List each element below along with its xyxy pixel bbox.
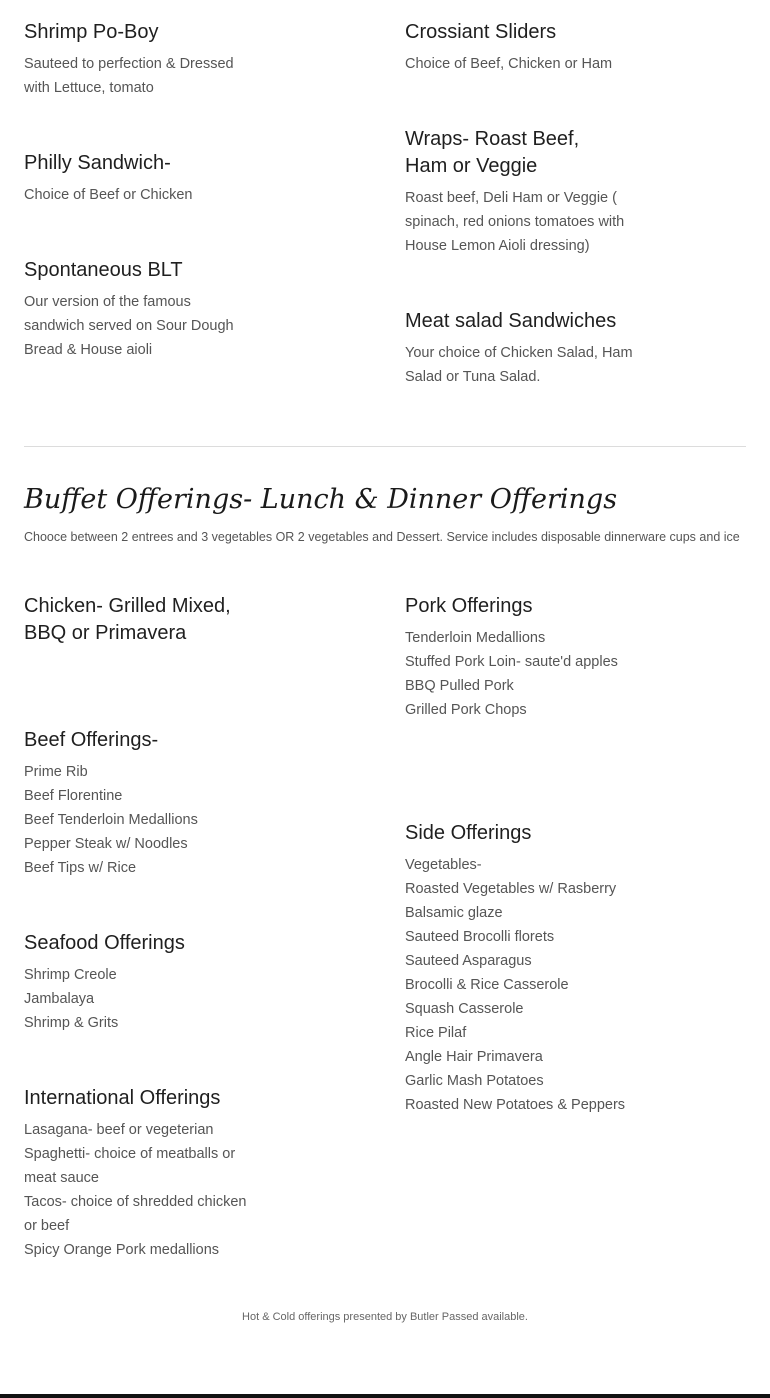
menu-item-philly-sandwich <box>24 150 192 207</box>
description-line: Sauteed Asparagus <box>405 953 532 969</box>
description-line: BBQ Pulled Pork <box>405 678 514 694</box>
description-line: Rice Pilaf <box>405 1025 467 1041</box>
description-line: Shrimp Creole <box>24 967 117 983</box>
description-line: Angle Hair Primavera <box>405 1049 543 1065</box>
menu-item-pork-offerings <box>405 593 618 722</box>
menu-item-seafood-offerings <box>24 930 185 1035</box>
description-line: Roasted Vegetables w/ Rasberry <box>405 881 617 897</box>
description-line: or beef <box>24 1218 70 1234</box>
item-description <box>405 853 625 1117</box>
item-title: Wraps- Roast Beef, Ham or Veggie <box>405 128 580 177</box>
description-line: Our version of the famous <box>24 294 191 310</box>
item-description <box>24 1118 246 1262</box>
description-line: Garlic Mash Potatoes <box>405 1073 544 1089</box>
description-line: Tacos- choice of shredded chicken <box>24 1194 247 1210</box>
item-title: Beef Offerings- <box>24 729 159 751</box>
item-title: Side Offerings <box>405 822 532 844</box>
menu-item-side-offerings <box>405 820 625 1117</box>
item-description <box>405 52 612 76</box>
item-description <box>24 52 234 100</box>
menu-item-chicken <box>24 593 231 647</box>
menu-item-shrimp-po-boy <box>24 19 234 100</box>
description-line: Lasagana- beef or vegeterian <box>24 1122 214 1138</box>
item-title: Spontaneous BLT <box>24 259 183 281</box>
description-line: Balsamic glaze <box>405 905 503 921</box>
item-title: Meat salad Sandwiches <box>405 310 617 332</box>
description-line: House Lemon Aioli dressing) <box>405 238 590 254</box>
item-description <box>405 186 624 258</box>
description-line: spinach, red onions tomatoes with <box>405 214 625 230</box>
description-line: Your choice of Chicken Salad, Ham <box>405 345 633 361</box>
description-line: Stuffed Pork Loin- saute'd apples <box>405 654 618 670</box>
item-title: Chicken- Grilled Mixed, BBQ or Primavera <box>24 595 231 644</box>
item-description <box>24 760 198 880</box>
description-line: Squash Casserole <box>405 1001 524 1017</box>
menu-item-spontaneous-blt <box>24 257 234 362</box>
description-line: Choice of Beef or Chicken <box>24 187 193 203</box>
item-description <box>24 963 185 1035</box>
item-description <box>405 341 633 389</box>
description-line: Salad or Tuna Salad. <box>405 369 541 385</box>
description-line: Spicy Orange Pork medallions <box>24 1242 220 1258</box>
item-description <box>24 183 192 207</box>
description-line: Shrimp & Grits <box>24 1015 119 1031</box>
menu-item-beef-offerings <box>24 727 198 880</box>
item-title: International Offerings <box>24 1087 221 1109</box>
item-description <box>405 626 618 722</box>
footer-note: Hot & Cold offerings presented by Butler Passed available. <box>242 1311 528 1323</box>
item-title: Philly Sandwich- <box>24 152 171 174</box>
description-line: Vegetables- <box>405 857 482 873</box>
menu-item-international-offerings <box>24 1085 246 1262</box>
description-line: Jambalaya <box>24 991 95 1007</box>
description-line: Roasted New Potatoes & Peppers <box>405 1097 626 1113</box>
description-line: Brocolli & Rice Casserole <box>405 977 569 993</box>
item-title: Pork Offerings <box>405 595 533 617</box>
item-description <box>24 290 234 362</box>
description-line: Grilled Pork Chops <box>405 702 527 718</box>
item-title: Shrimp Po-Boy <box>24 21 159 43</box>
description-line: Bread & House aioli <box>24 342 153 358</box>
item-title: Crossiant Sliders <box>405 21 557 43</box>
description-line: Beef Florentine <box>24 788 123 804</box>
description-line: Sauteed to perfection & Dressed <box>24 56 234 72</box>
description-line: meat sauce <box>24 1170 99 1186</box>
description-line: with Lettuce, tomato <box>24 80 154 96</box>
menu-item-wraps <box>405 126 624 258</box>
menu-item-crossiant-sliders <box>405 19 612 76</box>
bottom-border <box>0 1394 770 1398</box>
description-line: Roast beef, Deli Ham or Veggie ( <box>405 190 617 206</box>
description-line: sandwich served on Sour Dough <box>24 318 234 334</box>
menu-item-meat-salad-sandwiches <box>405 308 633 389</box>
description-line: Prime Rib <box>24 764 88 780</box>
item-title: Seafood Offerings <box>24 932 185 954</box>
description-line: Tenderloin Medallions <box>405 630 546 646</box>
buffet-heading: Buffet Offerings- Lunch & Dinner Offerings <box>24 484 618 515</box>
section-divider <box>24 446 746 447</box>
description-line: Choice of Beef, Chicken or Ham <box>405 56 613 72</box>
description-line: Pepper Steak w/ Noodles <box>24 836 188 852</box>
description-line: Sauteed Brocolli florets <box>405 929 555 945</box>
description-line: Beef Tenderloin Medallions <box>24 812 198 828</box>
buffet-description: Chooce between 2 entrees and 3 vegetables OR 2 vegetables and Dessert. Service includes disposable dinnerware cups and ice <box>24 530 740 544</box>
description-line: Spaghetti- choice of meatballs or <box>24 1146 236 1162</box>
description-line: Beef Tips w/ Rice <box>24 860 137 876</box>
